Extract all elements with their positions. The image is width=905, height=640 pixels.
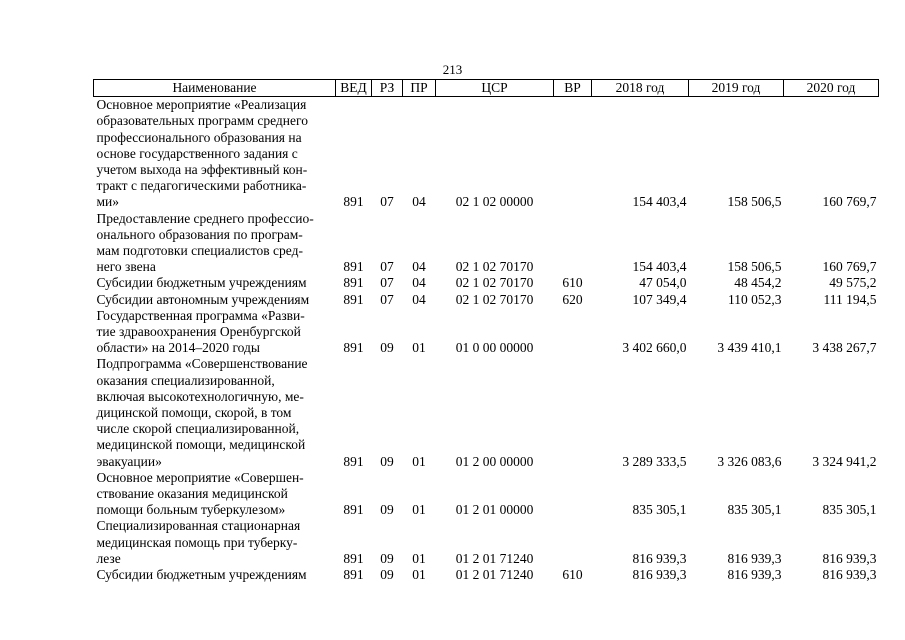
- column-header-2018: 2018 год: [592, 80, 689, 97]
- table-row: [94, 292, 879, 308]
- table-row: [94, 470, 879, 519]
- row-amount-2020: 160 769,7: [822, 259, 877, 275]
- row-amount-2020: 160 769,7: [822, 194, 877, 210]
- row-csr: 01 2 01 71240: [455, 567, 534, 583]
- row-amount-2020: 835 305,1: [822, 502, 877, 518]
- column-header-csr: ЦСР: [436, 80, 554, 97]
- row-rz: 07: [380, 259, 394, 275]
- budget-table: [93, 79, 879, 583]
- row-csr: 02 1 02 70170: [455, 259, 534, 275]
- row-amount-2018: 3 402 660,0: [622, 340, 687, 356]
- row-amount-2018: 154 403,4: [632, 194, 687, 210]
- row-ved: 891: [343, 259, 364, 275]
- row-ved: 891: [343, 194, 364, 210]
- row-amount-2019: 158 506,5: [727, 259, 782, 275]
- row-amount-2020: 816 939,3: [822, 550, 877, 566]
- row-name: Подпрограмма «Совершенствование оказания специализированной, включая высокотехнологичную, ме- дицинской помощи, скорой, в том числе скорой специализированной, медицинской помощи, медицинской эвакуации»: [96, 356, 308, 469]
- row-pr: 01: [412, 453, 426, 469]
- row-rz: 09: [380, 550, 394, 566]
- row-vr: [554, 470, 592, 519]
- page-number: 213: [442, 62, 463, 77]
- row-amount-2018: 47 054,0: [639, 275, 687, 291]
- row-pr: 04: [412, 291, 426, 307]
- row-name: Государственная программа «Разви- тие здравоохранения Оренбургской области» на 2014–2020 годы: [96, 307, 305, 356]
- row-csr: 02 1 02 00000: [455, 194, 534, 210]
- row-rz: 07: [380, 194, 394, 210]
- row-ved: 891: [343, 567, 364, 583]
- row-csr: 01 2 01 71240: [455, 550, 534, 566]
- row-vr: [554, 97, 592, 211]
- row-ved: 891: [343, 291, 364, 307]
- row-amount-2019: 110 052,3: [728, 291, 782, 307]
- row-ved: 891: [343, 453, 364, 469]
- row-amount-2019: 48 454,2: [734, 275, 782, 291]
- row-name: Предоставление среднего профессио- онального образования по програм- мам подготовки специалистов сред- него звена: [96, 210, 314, 275]
- column-header-name: Наименование: [94, 80, 336, 97]
- row-ved: 891: [343, 550, 364, 566]
- table-header-row: [94, 80, 879, 97]
- row-pr: 04: [412, 259, 426, 275]
- row-amount-2019: 158 506,5: [727, 194, 782, 210]
- row-amount-2018: 816 939,3: [632, 550, 687, 566]
- row-amount-2019: 816 939,3: [727, 567, 782, 583]
- table-row: [94, 275, 879, 291]
- row-pr: 04: [412, 194, 426, 210]
- row-pr: 01: [412, 340, 426, 356]
- row-vr: [554, 518, 592, 567]
- row-rz: 09: [380, 567, 394, 583]
- row-vr: [554, 308, 592, 357]
- row-rz: 09: [380, 502, 394, 518]
- row-rz: 09: [380, 340, 394, 356]
- row-amount-2020: 3 324 941,2: [812, 453, 877, 469]
- column-header-ved: ВЕД: [336, 80, 372, 97]
- row-amount-2018: 3 289 333,5: [622, 453, 687, 469]
- row-ved: 891: [343, 275, 364, 291]
- row-pr: 01: [412, 502, 426, 518]
- row-pr: 04: [412, 275, 426, 291]
- row-amount-2018: 154 403,4: [632, 259, 687, 275]
- row-pr: 01: [412, 567, 426, 583]
- column-header-pr: ПР: [403, 80, 436, 97]
- row-csr: 01 2 01 00000: [455, 502, 534, 518]
- row-name: Основное мероприятие «Реализация образовательных программ среднего профессионального образования на основе государственного задания с учетом выхода на эффективный кон- тракт с педагогическими работника- ми»: [96, 97, 308, 210]
- row-rz: 07: [380, 291, 394, 307]
- row-amount-2019: 835 305,1: [727, 502, 782, 518]
- row-amount-2020: 111 194,5: [823, 291, 877, 307]
- row-name: Основное мероприятие «Совершен- ствование оказания медицинской помощи больным туберкулезом»: [96, 469, 304, 518]
- row-vr: [554, 211, 592, 276]
- row-amount-2020: 49 575,2: [829, 275, 877, 291]
- row-csr: 02 1 02 70170: [455, 275, 534, 291]
- row-vr: 610: [562, 275, 583, 291]
- row-csr: 01 2 00 00000: [455, 453, 534, 469]
- row-pr: 01: [412, 550, 426, 566]
- row-name: Субсидии автономным учреждениям: [96, 291, 310, 307]
- row-vr: 610: [562, 567, 583, 583]
- table-row: [94, 211, 879, 276]
- row-amount-2020: 816 939,3: [822, 567, 877, 583]
- row-amount-2019: 816 939,3: [727, 550, 782, 566]
- table-row: [94, 97, 879, 211]
- row-amount-2018: 107 349,4: [632, 291, 687, 307]
- row-name: Субсидии бюджетным учреждениям: [96, 567, 307, 583]
- table-row: [94, 518, 879, 567]
- table-row: [94, 308, 879, 357]
- row-vr: 620: [562, 291, 583, 307]
- row-amount-2020: 3 438 267,7: [812, 340, 877, 356]
- row-name: Специализированная стационарная медицинская помощь при туберку- лезе: [96, 518, 301, 566]
- row-vr: [554, 356, 592, 469]
- row-amount-2018: 835 305,1: [632, 502, 687, 518]
- row-rz: 07: [380, 275, 394, 291]
- row-amount-2019: 3 439 410,1: [717, 340, 782, 356]
- column-header-vr: ВР: [554, 80, 592, 97]
- row-rz: 09: [380, 453, 394, 469]
- row-amount-2019: 3 326 083,6: [717, 453, 782, 469]
- row-ved: 891: [343, 340, 364, 356]
- row-csr: 02 1 02 70170: [455, 291, 534, 307]
- row-ved: 891: [343, 502, 364, 518]
- table-row: [94, 567, 879, 583]
- row-name: Субсидии бюджетным учреждениям: [96, 275, 307, 291]
- row-csr: 01 0 00 00000: [455, 340, 534, 356]
- column-header-2020: 2020 год: [784, 80, 879, 97]
- row-amount-2018: 816 939,3: [632, 567, 687, 583]
- table-row: [94, 356, 879, 469]
- column-header-2019: 2019 год: [689, 80, 784, 97]
- column-header-rz: РЗ: [372, 80, 403, 97]
